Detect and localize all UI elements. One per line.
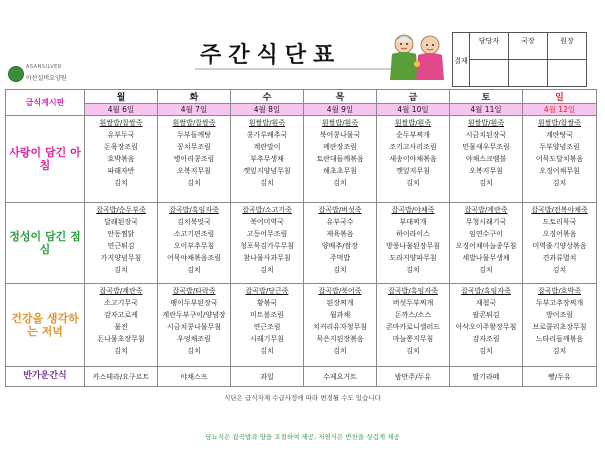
date-header: 4월 10일	[377, 104, 450, 116]
snack-cell: 딸기라떼	[450, 367, 523, 387]
approval-label: 결재	[453, 33, 470, 87]
menu-item: 조기고사리조림	[389, 143, 437, 151]
meal-row	[6, 284, 597, 367]
menu-item: 계란탕국	[545, 131, 574, 139]
menu-cell	[377, 203, 450, 284]
menu-item: 김치	[114, 266, 128, 274]
menu-item: 해초초무침	[323, 167, 357, 175]
menu-item: 감자조림	[472, 335, 500, 343]
menu-item: 잡곡밥/전복야채죽	[531, 206, 588, 214]
menu-item: 메란장조림	[323, 143, 357, 151]
menu-item: 잡곡밥/흑임자죽	[169, 206, 219, 214]
menu-cell	[158, 116, 231, 203]
menu-item: 어묵도달치볶음	[535, 155, 584, 163]
snack-cell: 야채스프	[158, 367, 231, 387]
day-header: 금	[377, 90, 450, 104]
menu-cell	[523, 284, 597, 367]
menu-cell	[85, 116, 158, 203]
menu-item: 오복지무침	[177, 167, 211, 175]
menu-item: 제육볶음	[326, 230, 354, 238]
menu-item: 감자고로케	[104, 311, 138, 319]
menu-item: 치커리유자청무침	[312, 323, 368, 331]
menu-item: 흰쌀밥/흰죽	[248, 119, 286, 127]
menu-item: 흰쌀밥/찹쌀죽	[172, 119, 216, 127]
approval-staff-label: 담당자	[470, 33, 509, 60]
menu-cell	[304, 203, 377, 284]
menu-item: 두부들깨탕	[177, 131, 211, 139]
snack-cell: 과일	[231, 367, 304, 387]
date-header: 4월 7일	[158, 104, 231, 116]
menu-item: 무청시래기국	[465, 218, 507, 226]
menu-item: 두부고추장찌개	[535, 299, 584, 307]
menu-item: 느타리들깨볶음	[535, 335, 584, 343]
menu-item: 순두부찌개	[396, 131, 430, 139]
menu-item: 김치	[479, 179, 493, 187]
menu-item: 김치	[187, 266, 201, 274]
snack-cell: 카스테라/요구르트	[85, 367, 158, 387]
menu-item: 잡곡밥/계란죽	[99, 287, 143, 295]
approval-head-label: 원장	[548, 33, 587, 60]
grandparents-illustration-icon	[382, 30, 452, 84]
menu-item: 김치	[333, 266, 347, 274]
meal-label: 정성이 담긴 점심	[6, 203, 85, 284]
menu-item: 안동찜닭	[107, 230, 135, 238]
menu-item: 김치	[552, 347, 567, 355]
menu-cell	[85, 203, 158, 284]
menu-item: 물전	[114, 323, 128, 331]
menu-item: 김치	[406, 347, 420, 355]
board-label: 급식계시판	[6, 90, 85, 116]
menu-item: 오징어볶음	[542, 230, 577, 238]
menu-item: 김치	[406, 179, 420, 187]
date-header: 4월 8일	[231, 104, 304, 116]
date-header: 4월 9일	[304, 104, 377, 116]
menu-item: 북어콩나물국	[319, 131, 361, 139]
menu-item: 오징어채마늘종무침	[455, 242, 517, 250]
menu-item: 콘마카로니샐러드	[385, 323, 441, 331]
menu-item: 잡곡밥/호박죽	[538, 287, 581, 295]
menu-item: 흰쌀밥/찹쌀죽	[99, 119, 143, 127]
menu-cell	[85, 284, 158, 367]
menu-item: 주먹밥	[329, 254, 351, 262]
menu-cell	[304, 116, 377, 203]
menu-item: 하이라이스	[396, 230, 430, 238]
menu-item: 황볶국	[256, 299, 278, 307]
menu-item: 오징어채무침	[539, 167, 580, 175]
menu-item: 잡곡밥/북어죽	[318, 287, 362, 295]
menu-item: 김치	[260, 347, 274, 355]
menu-item: 재첩국	[475, 299, 497, 307]
menu-item: 도라지양파무침	[389, 254, 437, 262]
logo-emblem-icon	[8, 66, 24, 82]
menu-item: 김치	[479, 266, 493, 274]
menu-item: 콩가루배추국	[246, 131, 288, 139]
menu-cell	[231, 203, 304, 284]
menu-item: 시래기무침	[250, 335, 284, 343]
menu-item: 연근조림	[253, 323, 281, 331]
menu-item: 도토리묵국	[542, 218, 577, 226]
menu-item: 잡곡밥/흑임자죽	[388, 287, 438, 295]
menu-item: 새송이야채볶음	[389, 155, 437, 163]
menu-item: 유부두국	[107, 131, 135, 139]
approval-director-label: 국장	[509, 33, 548, 60]
menu-item: 북어미역국	[250, 218, 284, 226]
menu-item: 흰쌀밥/찹쌀죽	[538, 119, 581, 127]
meal-row	[6, 116, 597, 203]
weekly-menu-table	[5, 89, 597, 387]
snack-row	[6, 367, 597, 387]
day-header: 목	[304, 90, 377, 104]
menu-item: 흰쌀밥/흰죽	[467, 119, 505, 127]
menu-item: 김치	[187, 347, 201, 355]
menu-item: 김치	[406, 266, 420, 274]
page-title: 주간식단표	[200, 43, 342, 68]
menu-cell	[158, 203, 231, 284]
menu-cell	[231, 284, 304, 367]
menu-item: 야채스크램블	[465, 155, 507, 163]
day-header: 월	[85, 90, 158, 104]
menu-item: 김치	[114, 347, 128, 355]
meal-label: 건강을 생각하는 저녁	[6, 284, 85, 367]
menu-cell	[231, 116, 304, 203]
menu-cell	[158, 284, 231, 367]
day-header-sunday: 일	[523, 90, 597, 104]
day-header: 토	[450, 90, 523, 104]
menu-item: 청포묵김가루무침	[239, 242, 295, 250]
menu-item: 미트볼조림	[250, 311, 284, 319]
menu-item: 돈나물초장무침	[97, 335, 145, 343]
menu-item: 깻잎지무침	[396, 167, 430, 175]
menu-item: 우엉채조림	[177, 335, 211, 343]
title-underline	[195, 68, 395, 70]
menu-cell	[304, 284, 377, 367]
menu-cell	[377, 116, 450, 203]
menu-item: 달래된장국	[104, 218, 138, 226]
menu-item: 마늘쫑지무침	[392, 335, 434, 343]
menu-item: 고등어무조림	[246, 230, 288, 238]
menu-item: 김치	[260, 179, 274, 187]
facility-logo	[8, 62, 80, 86]
menu-item: 돈육장조림	[104, 143, 138, 151]
menu-item: 계란말이	[253, 143, 281, 151]
diet-footer-note: 당뇨식은 잡곡밥과 양을 조절하여 제공, 저염식은 반찬을 싱겁게 제공	[205, 433, 400, 441]
menu-item: 양배추/쌈장	[321, 242, 359, 250]
menu-item: 팔콘튀김	[472, 311, 500, 319]
menu-item: 세발나물무생채	[462, 254, 510, 262]
menu-item: 미역줄기양상볶음	[532, 242, 587, 250]
menu-item: 잡곡밥/순두부죽	[96, 206, 146, 214]
menu-item: 잡곡밥/버섯죽	[318, 206, 362, 214]
snack-label: 반가운간식	[6, 367, 85, 387]
menu-item: 팽이두부된장국	[170, 299, 218, 307]
approval-box	[452, 32, 587, 87]
menu-item: 김치	[333, 179, 347, 187]
date-header: 4월 11일	[450, 104, 523, 116]
meal-row	[6, 203, 597, 284]
menu-item: 꽁치무조림	[177, 143, 211, 151]
snack-cell: 수제요거트	[304, 367, 377, 387]
snack-cell: 빵/두유	[523, 367, 597, 387]
menu-item: 잡곡밥/타락죽	[172, 287, 216, 295]
menu-item: 오이부추무침	[173, 242, 215, 250]
menu-item: 시금치된장국	[465, 131, 507, 139]
approval-staff-sign	[470, 60, 509, 87]
menu-item: 김치	[552, 179, 567, 187]
meal-label: 사랑이 담긴 아침	[6, 116, 85, 203]
date-header-sunday: 4월 12일	[523, 104, 597, 116]
menu-item: 오복지무침	[469, 167, 503, 175]
menu-item: 김치북엇국	[177, 218, 211, 226]
menu-item: 소고기무국	[104, 299, 138, 307]
menu-item: 된장찌개	[326, 299, 354, 307]
menu-item: 병아리콩조림	[173, 155, 215, 163]
menu-change-notice: 식단은 급식자재 수급사정에 따라 변경될 수도 있습니다	[224, 394, 381, 402]
menu-item: 김치	[479, 347, 493, 355]
menu-item: 잡곡밥/흑임자죽	[461, 287, 511, 295]
menu-item: 잡곡밥/소고기죽	[242, 206, 292, 214]
menu-item: 민물새우무조림	[462, 143, 510, 151]
menu-item: 임연수구이	[469, 230, 503, 238]
approval-head-sign	[548, 60, 587, 87]
menu-item: 잡곡밥/계란죽	[464, 206, 508, 214]
menu-item: 계란두부구이/양념장	[162, 311, 226, 319]
menu-item: 흰쌀밥/흰죽	[394, 119, 432, 127]
approval-director-sign	[509, 60, 548, 87]
menu-cell	[450, 284, 523, 367]
menu-item: 파래자반	[107, 167, 135, 175]
menu-item: 브로콜리초장무침	[532, 323, 587, 331]
menu-item: 흰쌀밥/흰죽	[321, 119, 359, 127]
menu-item: 김치	[552, 266, 567, 274]
menu-item: 김치	[114, 179, 128, 187]
menu-cell	[450, 116, 523, 203]
menu-item: 아삭오이주왕장무침	[455, 323, 517, 331]
menu-item: 방풍나물된장무침	[385, 242, 441, 250]
logo-facility-name: 아산실버요양원	[26, 75, 67, 82]
menu-item: 김치	[260, 266, 274, 274]
menu-item: 김치	[187, 179, 201, 187]
menu-item: 가지양념무침	[100, 254, 142, 262]
menu-item: 유부국수	[326, 218, 354, 226]
menu-item: 토란대들깨볶음	[316, 155, 364, 163]
menu-item: 소고기편조림	[173, 230, 215, 238]
menu-item: 시금치콩나물무침	[166, 323, 222, 331]
day-header: 화	[158, 90, 231, 104]
menu-item: 묵은지된장볶음	[316, 335, 364, 343]
menu-item: 견과류멸치	[542, 254, 577, 262]
menu-item: 두부양념조림	[539, 143, 580, 151]
menu-item: 돈까스/소스	[394, 311, 432, 319]
menu-item: 방어조림	[545, 311, 574, 319]
menu-item: 부대찌개	[399, 218, 427, 226]
menu-item: 잡곡밥/당근죽	[245, 287, 289, 295]
menu-cell	[523, 203, 597, 284]
menu-item: 호박볶음	[107, 155, 135, 163]
menu-cell	[523, 116, 597, 203]
logo-small-text: ASANSILVER	[26, 64, 62, 70]
menu-item: 부추무생채	[250, 155, 284, 163]
menu-item: 잡곡밥/야채죽	[391, 206, 435, 214]
menu-item: 어묵야채볶음조림	[166, 254, 222, 262]
menu-cell	[450, 203, 523, 284]
menu-item: 버섯두부찌개	[392, 299, 434, 307]
date-header: 4월 6일	[85, 104, 158, 116]
menu-item: 깻잎지양념무침	[243, 167, 291, 175]
menu-item: 참나물사과무침	[243, 254, 291, 262]
menu-item: 월과채	[329, 311, 351, 319]
menu-item: 연근튀김	[107, 242, 135, 250]
menu-cell	[377, 284, 450, 367]
snack-cell: 밤만주/두유	[377, 367, 450, 387]
day-header: 수	[231, 90, 304, 104]
menu-item: 김치	[333, 347, 347, 355]
